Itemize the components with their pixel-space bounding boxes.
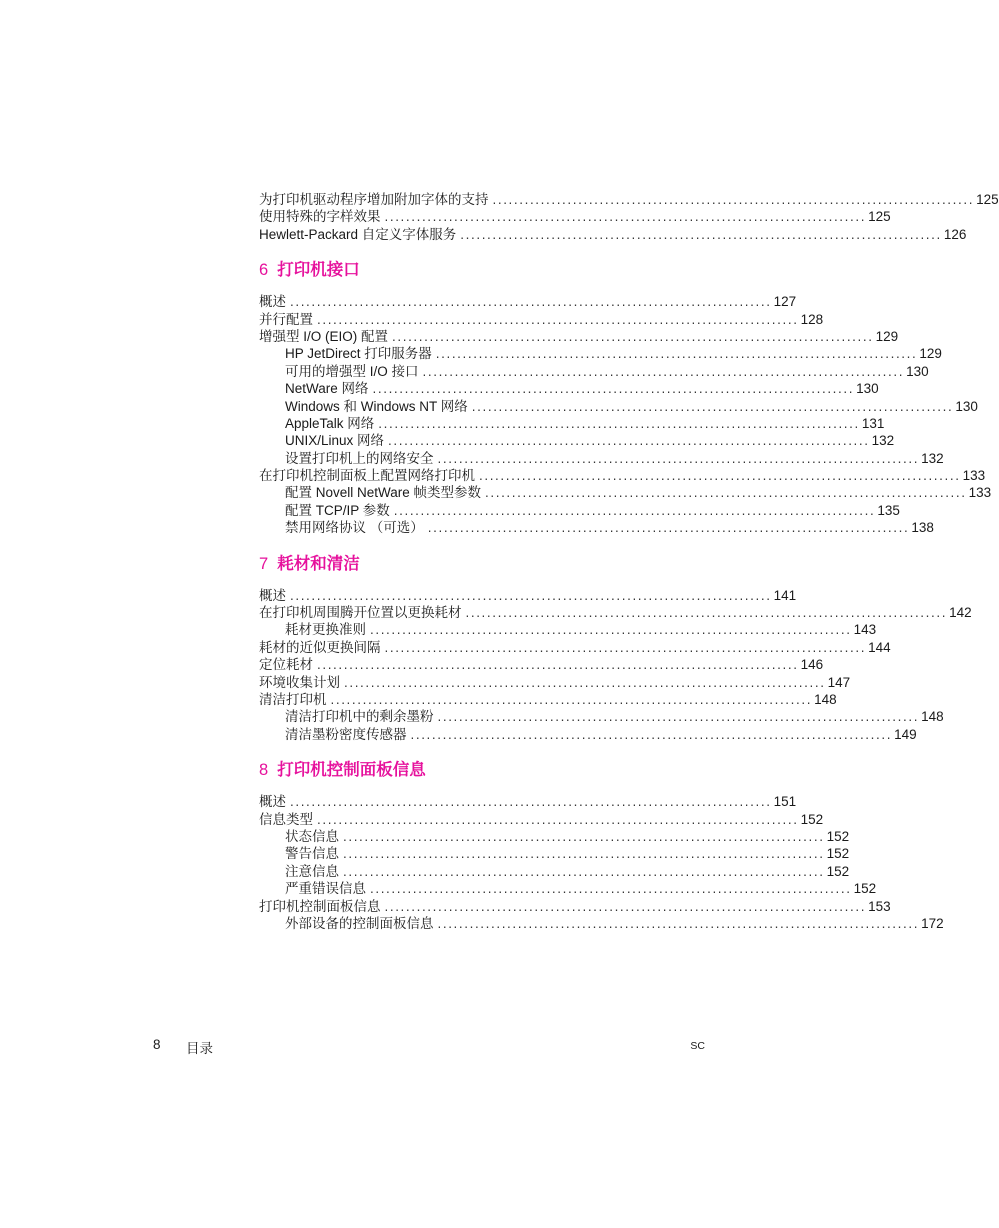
dot-leader: .......................................................................................... [437, 915, 920, 931]
toc-entry[interactable] [259, 328, 899, 345]
toc-entry[interactable] [259, 898, 891, 915]
toc-entry-title: NetWare 网络 [285, 381, 369, 397]
toc-subentry[interactable] [259, 484, 992, 501]
toc-entry-title: 在打印机控制面板上配置网络打印机 [259, 468, 475, 484]
toc-entry-page: 132 [921, 450, 944, 466]
toc-entry-title: 增强型 I/O (EIO) 配置 [259, 328, 389, 344]
toc-entry-title: Windows 和 Windows NT 网络 [285, 398, 468, 414]
toc-subentry[interactable] [259, 450, 944, 467]
toc-entry-title: 概述 [259, 587, 286, 603]
toc-entry-title: HP JetDirect 打印服务器 [285, 346, 432, 362]
toc-entry-page: 143 [853, 622, 877, 638]
toc-entry[interactable] [259, 208, 891, 225]
dot-leader: .......................................................................................... [460, 226, 942, 242]
dot-leader: .......................................................................................... [343, 846, 825, 862]
toc-entry[interactable] [259, 226, 967, 243]
toc-entry-title: 注意信息 [285, 863, 339, 879]
toc-entry[interactable] [259, 639, 891, 656]
chapter-number: 7 [259, 554, 269, 573]
toc-subentry[interactable] [259, 828, 850, 845]
toc-entry-title: 警告信息 [285, 846, 339, 862]
toc-entry-page: 130 [906, 363, 929, 379]
toc-entry-title: 外部设备的控制面板信息 [285, 915, 434, 931]
dot-leader: .......................................................................................... [317, 811, 799, 827]
dot-leader: .......................................................................................... [290, 794, 772, 810]
toc-entry-page: 132 [871, 433, 895, 449]
toc-entry-title: 严重错误信息 [285, 881, 366, 897]
chapter-heading [259, 259, 705, 281]
dot-leader: .......................................................................................... [290, 587, 772, 603]
toc-entry-page: 126 [943, 226, 967, 242]
toc-entry-page: 130 [955, 398, 978, 414]
dot-leader: .......................................................................................... [317, 311, 799, 327]
dot-leader: .......................................................................................... [465, 605, 948, 621]
footer-language-code: SC [690, 1040, 705, 1052]
toc-entry-page: 147 [827, 674, 851, 690]
toc-entry[interactable] [259, 293, 797, 310]
toc-entry-page: 148 [814, 691, 837, 707]
toc-entry-page: 129 [919, 346, 942, 362]
toc-entry-title: 打印机控制面板信息 [259, 898, 381, 914]
dot-leader: .......................................................................................... [437, 709, 920, 725]
dot-leader: .......................................................................................... [370, 622, 852, 638]
dot-leader: .......................................................................................... [471, 398, 954, 414]
toc-entry-page: 125 [976, 192, 999, 207]
toc-entry-title: 环境收集计划 [259, 674, 340, 690]
toc-entry-page: 152 [853, 881, 877, 897]
dot-leader: .......................................................................................... [384, 898, 867, 914]
toc-subentry[interactable] [259, 380, 879, 397]
toc-entry-page: 127 [773, 294, 797, 310]
toc-entry[interactable] [259, 674, 851, 691]
toc-entry-page: 128 [800, 311, 824, 327]
toc-subentry[interactable] [259, 863, 850, 880]
dot-leader: .......................................................................................... [437, 450, 920, 466]
toc-entry[interactable] [259, 811, 824, 828]
toc-entry[interactable] [259, 467, 986, 484]
toc-entry-title: 状态信息 [285, 828, 339, 844]
toc-entry-title: 可用的增强型 I/O 接口 [285, 363, 419, 379]
toc-entry-title: 信息类型 [259, 811, 313, 827]
toc-entry[interactable] [259, 311, 824, 328]
toc-subentry[interactable] [259, 345, 942, 362]
dot-leader: .......................................................................................... [370, 881, 852, 897]
dot-leader: .......................................................................................... [330, 691, 813, 707]
chapter-heading [259, 759, 705, 781]
dot-leader: .......................................................................................... [317, 657, 799, 673]
toc-entry-page: 144 [868, 639, 891, 655]
toc-entry-title: 清洁墨粉密度传感器 [285, 726, 407, 742]
chapter-title: 打印机接口 [277, 261, 360, 280]
toc-entry-title: 在打印机周围腾开位置以更换耗材 [259, 605, 462, 621]
dot-leader: .......................................................................................... [392, 328, 874, 344]
toc-subentry[interactable] [259, 398, 978, 415]
toc-entry-page: 141 [773, 587, 797, 603]
toc-subentry[interactable] [259, 432, 895, 449]
dot-leader: .......................................................................................... [343, 863, 825, 879]
dot-leader: .......................................................................................... [344, 674, 826, 690]
toc-subentry[interactable] [259, 621, 877, 638]
toc-entry-page: 152 [800, 811, 824, 827]
footer-section-title: 目录 [186, 1041, 213, 1056]
toc-entry-page: 129 [875, 328, 899, 344]
chapter-title: 打印机控制面板信息 [277, 761, 426, 780]
toc-entry[interactable] [259, 793, 797, 810]
toc-entry-page: 130 [856, 381, 879, 397]
toc-entry[interactable] [259, 656, 824, 673]
toc-entry-title: 概述 [259, 794, 286, 810]
toc-entry-page: 172 [921, 915, 944, 931]
toc-subentry[interactable] [259, 880, 877, 897]
toc-entry-title: UNIX/Linux 网络 [285, 433, 385, 449]
toc-entry-page: 131 [861, 415, 885, 431]
dot-leader: .......................................................................................... [343, 828, 825, 844]
table-of-contents [259, 191, 999, 932]
toc-entry-page: 152 [826, 846, 850, 862]
chapter-number: 8 [259, 761, 269, 780]
toc-entry-title: 概述 [259, 294, 286, 310]
toc-entry-page: 133 [962, 468, 986, 484]
toc-entry-page: 142 [949, 605, 972, 621]
toc-entry[interactable] [259, 691, 837, 708]
dot-leader: .......................................................................................... [388, 433, 870, 449]
toc-entry-title: AppleTalk 网络 [285, 415, 375, 431]
toc-entry-page: 148 [921, 709, 944, 725]
toc-entry-page: 153 [868, 898, 891, 914]
toc-subentry[interactable] [259, 915, 944, 932]
dot-leader: .......................................................................................... [410, 726, 893, 742]
toc-entry-title: 耗材更换准则 [285, 622, 366, 638]
toc-entry-page: 152 [826, 828, 850, 844]
toc-entry[interactable] [259, 587, 797, 604]
chapter-number: 6 [259, 261, 269, 280]
chapter-heading [259, 553, 705, 575]
toc-entry-title: 禁用网络协议 （可选） [285, 520, 424, 536]
toc-entry-title: 清洁打印机 [259, 691, 327, 707]
toc-entry-page: 135 [877, 502, 900, 518]
toc-entry-page: 152 [826, 863, 850, 879]
toc-entry-title: 并行配置 [259, 311, 313, 327]
dot-leader: .......................................................................................... [492, 192, 975, 207]
toc-entry-title: 设置打印机上的网络安全 [285, 450, 434, 466]
toc-entry[interactable] [259, 604, 972, 621]
toc-entry-page: 138 [911, 520, 934, 536]
toc-entry-title: Hewlett-Packard 自定义字体服务 [259, 226, 457, 242]
toc-subentry[interactable] [259, 519, 934, 536]
dot-leader: .......................................................................................... [384, 639, 867, 655]
toc-entry-page: 151 [773, 794, 797, 810]
footer-page-number: 8 [153, 1037, 161, 1052]
dot-leader: .......................................................................................... [393, 502, 876, 518]
chapter-title: 耗材和清洁 [277, 554, 360, 573]
toc-subentry[interactable] [259, 502, 900, 519]
toc-entry-title: 定位耗材 [259, 657, 313, 673]
dot-leader: .......................................................................................... [372, 381, 855, 397]
dot-leader: .......................................................................................... [384, 209, 867, 225]
dot-leader: .......................................................................................... [427, 520, 910, 536]
dot-leader: .......................................................................................... [435, 346, 918, 362]
dot-leader: .......................................................................................... [422, 363, 905, 379]
toc-entry-page: 146 [800, 657, 824, 673]
toc-entry-title: 清洁打印机中的剩余墨粉 [285, 709, 434, 725]
dot-leader: .......................................................................................... [479, 468, 961, 484]
toc-subentry[interactable] [259, 363, 929, 380]
dot-leader: .......................................................................................... [290, 294, 772, 310]
toc-entry-page: 133 [968, 485, 992, 501]
toc-entry-title: 使用特殊的字样效果 [259, 209, 381, 225]
toc-entry-title: 为打印机驱动程序增加附加字体的支持 [259, 192, 489, 207]
dot-leader: .......................................................................................... [485, 485, 967, 501]
toc-entry[interactable] [259, 191, 999, 208]
toc-subentry[interactable] [259, 845, 850, 862]
dot-leader: .......................................................................................... [378, 415, 860, 431]
toc-entry-title: 配置 TCP/IP 参数 [285, 502, 390, 518]
toc-entry-page: 125 [868, 209, 891, 225]
toc-subentry[interactable] [259, 708, 944, 725]
toc-entry-title: 配置 Novell NetWare 帧类型参数 [285, 485, 482, 501]
toc-subentry[interactable] [259, 726, 917, 743]
toc-subentry[interactable] [259, 415, 885, 432]
toc-entry-title: 耗材的近似更换间隔 [259, 639, 381, 655]
toc-entry-page: 149 [894, 726, 917, 742]
